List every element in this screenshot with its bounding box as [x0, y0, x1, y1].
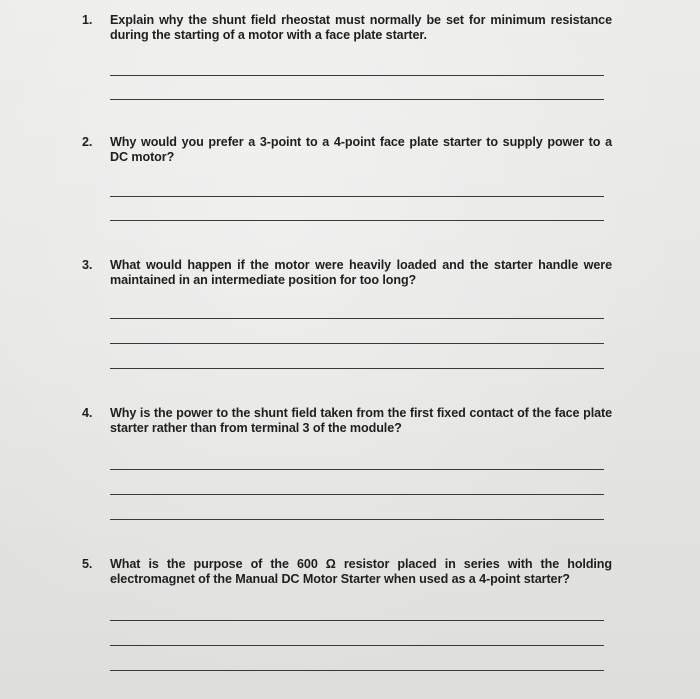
question-text: What is the purpose of the 600 Ω resistor placed in series with the holding electromagnet of the Manual DC Motor Starter when used as a 4-point starter?: [110, 557, 612, 586]
answer-line[interactable]: [110, 220, 604, 221]
question-number: 1.: [82, 13, 93, 27]
answer-line[interactable]: [110, 196, 604, 197]
question-text: Why is the power to the shunt field taken from the first fixed contact of the face plate starter rather than from terminal 3 of the module?: [110, 406, 612, 435]
question-3: [82, 258, 612, 288]
answer-line[interactable]: [110, 318, 604, 319]
question-number: 2.: [82, 135, 93, 149]
question-5: [82, 557, 612, 587]
question-4: [82, 406, 612, 436]
question-1: [82, 13, 612, 43]
question-number: 4.: [82, 406, 93, 420]
question-text: Explain why the shunt field rheostat must normally be set for minimum resistance during the starting of a motor with a face plate starter.: [110, 13, 612, 42]
question-number: 3.: [82, 258, 93, 272]
answer-line[interactable]: [110, 99, 604, 100]
answer-line[interactable]: [110, 469, 604, 470]
answer-line[interactable]: [110, 519, 604, 520]
answer-line[interactable]: [110, 368, 604, 369]
answer-line[interactable]: [110, 670, 604, 671]
question-text: Why would you prefer a 3-point to a 4-point face plate starter to supply power to a DC motor?: [110, 135, 612, 164]
answer-line[interactable]: [110, 645, 604, 646]
question-text: What would happen if the motor were heavily loaded and the starter handle were maintained in an intermediate position for too long?: [110, 258, 612, 287]
answer-line[interactable]: [110, 620, 604, 621]
question-number: 5.: [82, 557, 93, 571]
answer-line[interactable]: [110, 75, 604, 76]
answer-line[interactable]: [110, 343, 604, 344]
question-2: [82, 135, 612, 165]
answer-line[interactable]: [110, 494, 604, 495]
